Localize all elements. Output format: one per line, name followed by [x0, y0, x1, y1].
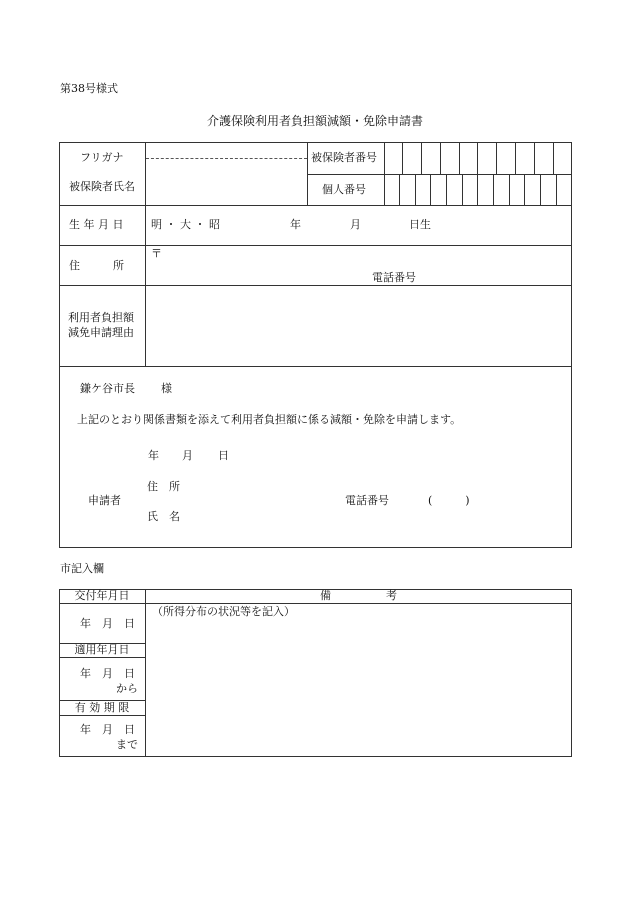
applicant-phone-label: 電話番号 — [345, 494, 389, 507]
insured-number-label: 被保険者番号 — [311, 151, 377, 164]
furigana-label: フリガナ — [80, 151, 124, 164]
issue-ymd: 年 月 日 — [80, 617, 135, 630]
application-statement: 上記のとおり関係書類を添えて利用者負担額に係る減額・免除を申請します。 — [77, 413, 462, 426]
form-number: 第38号様式 — [60, 82, 118, 95]
reason-label-line1: 利用者負担額 — [68, 311, 134, 324]
reason-label-line2: 減免申請理由 — [68, 326, 134, 339]
office-section-title: 市記入欄 — [60, 562, 104, 575]
apply-ymd: 年 月 日 — [80, 667, 135, 680]
from-label: から — [116, 682, 138, 695]
remarks-note: （所得分布の状況等を記入） — [152, 605, 295, 618]
birthdate-eras: 明 ・ 大 ・ 昭 — [151, 218, 220, 231]
address-label: 住 所 — [69, 259, 124, 272]
validity-ymd: 年 月 日 — [80, 723, 135, 736]
application-year-label: 年 — [148, 449, 159, 462]
apply-date-label: 適用年月日 — [74, 643, 130, 656]
postal-mark: 〒 — [151, 247, 162, 260]
until-label: まで — [116, 738, 138, 751]
applicant-phone-parens: ( ) — [428, 494, 470, 507]
remarks-label: 備 考 — [320, 589, 397, 602]
application-month-label: 月 — [182, 449, 193, 462]
address-phone-label: 電話番号 — [372, 271, 416, 284]
birthdate-label: 生 年 月 日 — [69, 218, 124, 231]
form-title: 介護保険利用者負担額減額・免除申請書 — [206, 114, 423, 128]
addressee: 鎌ケ谷市長 — [80, 382, 135, 395]
application-day-label: 日 — [218, 449, 229, 462]
validity-label: 有 効 期 限 — [74, 701, 130, 714]
birth-year-label: 年 — [290, 218, 301, 231]
applicant-address-label: 住 所 — [147, 480, 180, 493]
issue-date-label: 交付年月日 — [74, 589, 130, 602]
applicant-name-label: 氏 名 — [147, 510, 180, 523]
honorific: 様 — [161, 382, 172, 395]
insured-name-label: 被保険者氏名 — [69, 180, 135, 193]
birth-day-label: 日生 — [409, 218, 431, 231]
personal-number-label: 個人番号 — [322, 183, 366, 196]
birth-month-label: 月 — [350, 218, 361, 231]
applicant-label: 申請者 — [88, 494, 121, 507]
